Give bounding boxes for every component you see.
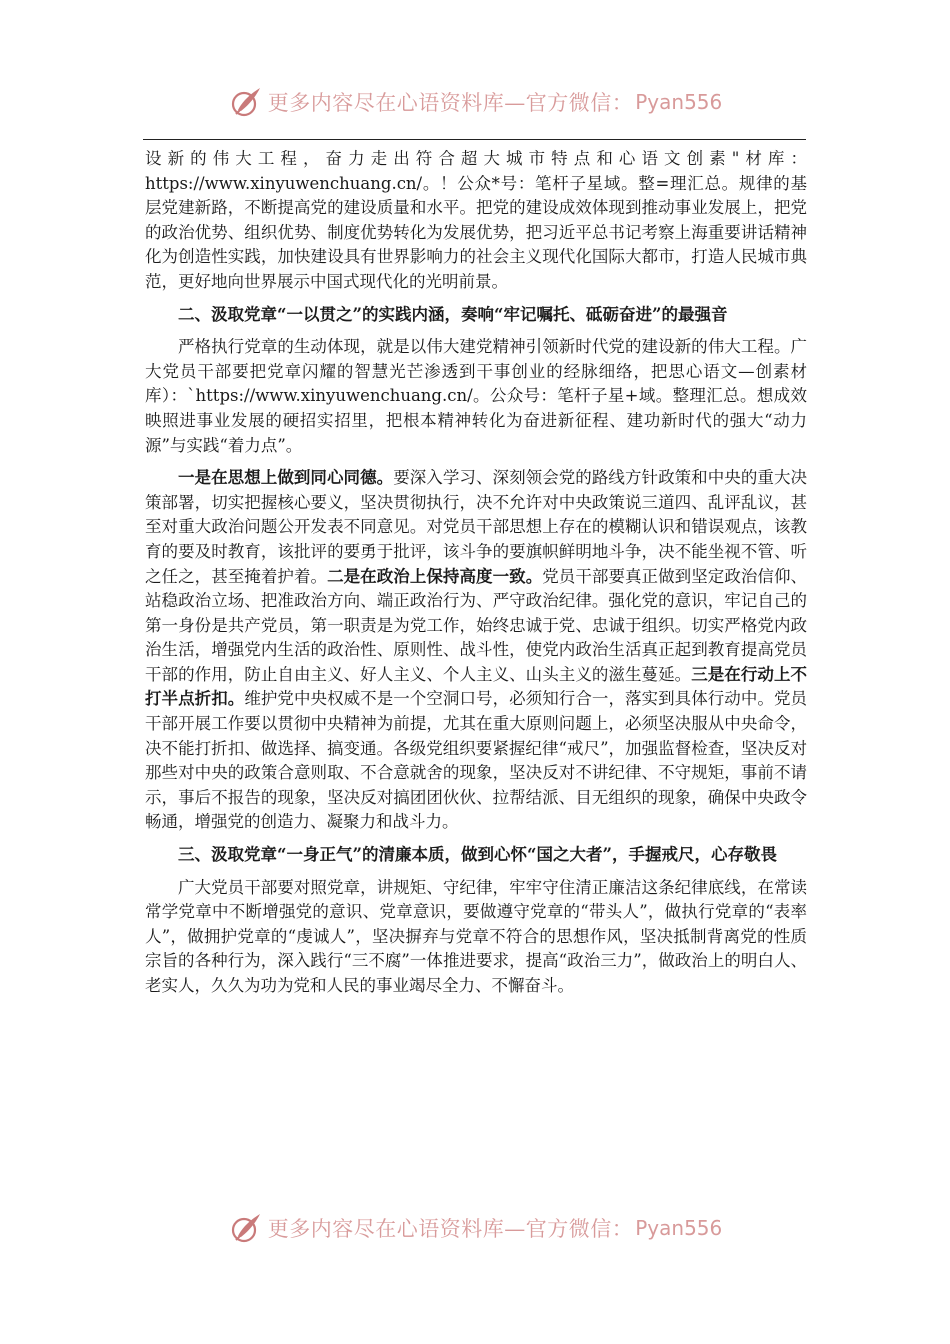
paragraph-3: [145, 466, 807, 835]
header-divider: [143, 139, 806, 140]
paragraph-4: 广大党员干部要对照党章，讲规矩、守纪律，牢牢守住清正廉洁这条纪律底线，在常读常学党章中不断增强党的意识、党章意识，要做遵守党章的“带头人”，做执行党章的“表率人”，做拥护党章的“虔诚人”，坚决摒弃与党章不符合的思想作风，坚决抵制背离党的性质宗旨的各种行为，深入践行“三不腐”一体推进要求，提高“政治三力”，做政治上的明白人、老实人，久久为功为党和人民的事业竭尽全力、不懈奋斗。: [145, 877, 807, 995]
footer-banner: [0, 1208, 950, 1248]
header-banner-contact: Pyan556: [635, 90, 723, 114]
point-3-text: 维护党中央权威不是一个空洞口号，必须知行合一，落实到具体行动中。党员干部开展工作要以贯彻中央精神为前提，尤其在重大原则问题上，必须坚决服从中央命令，决不能打折扣、做选择、搞变通。各级党组织要紧握纪律“戒尺”，加强监督检查，坚决反对那些对中央的政策合意则取、不合意就舍的现象，坚决反对不讲纪律、不守规矩，事前不请示，事后不报告的现象，坚决反对搞团团伙伙、拉帮结派、目无组织的现象，确保中央政令畅通，增强党的创造力、凝聚力和战斗力。: [145, 689, 808, 832]
point-2-text: 党员干部要真正做到坚定政治信仰、站稳政治立场、把准政治方向、端正政治行为、严守政治纪律。强化党的意识，牢记自己的第一身份是共产党员，第一职责是为党工作，始终忠诚于党、忠诚于组织。切实严格党内政治生活，增强党内生活的政治性、原则性、战斗性，使党内政治生活真正起到教育提高党员干部的作用，防止自由主义、好人主义、个人主义、山头主义的滋生蔓延。: [145, 566, 808, 684]
section-heading-2: 二、汲取党章“一以贯之”的实践内涵，奏响“牢记嘱托、砥砺奋进”的最强音: [178, 304, 728, 324]
paragraph-2: 严格执行党章的生动体现，就是以伟大建党精神引领新时代党的建设新的伟大工程。广大党员干部要把党章闪耀的智慧光芒渗透到干事创业的经脉细络，把思心语文—创素材库）：`https://www.xinyuwenchuang.cn/。公众号：笔杆子星+域。整理汇总。想成效映照进事业发展的硬招实招里，把根本精神转化为奋进新征程、建功新时代的强大“动力源”与实践“着力点”。: [145, 337, 807, 455]
header-banner-text: 更多内容尽在心语资料库—官方微信：: [267, 91, 634, 115]
footer-banner-contact: Pyan556: [635, 1216, 723, 1240]
quill-logo-icon: [228, 1210, 264, 1246]
point-3-heading: 三是在行动上不打半点折扣。: [145, 664, 808, 709]
document-body: [145, 147, 807, 999]
quill-logo-icon: [228, 84, 264, 120]
point-1-text: 要深入学习、深刻领会党的路线方针政策和中央的重大决策部署，切实把握核心要义，坚决贯彻执行，决不允许对中央政策说三道四、乱评乱议，甚至对重大政治问题公开发表不同意见。对党员干部思想上存在的模糊认识和错误观点，该教育的要及时教育，该批评的要勇于批评，该斗争的要旗帜鲜明地斗争，决不能坐视不管、听之任之，甚至掩着护着。: [145, 468, 808, 586]
footer-banner-text: 更多内容尽在心语资料库—官方微信：: [267, 1217, 634, 1241]
header-banner: [0, 82, 950, 122]
point-2-heading: 二是在政治上保持高度一致。: [327, 566, 543, 586]
point-1-heading: 一是在思想上做到同心同德。: [178, 468, 394, 488]
section-heading-3: 三、汲取党章“一身正气”的清廉本质，做到心怀“国之大者”，手握戒尺，心存敬畏: [178, 845, 777, 865]
paragraph-1: 设新的伟大工程，奋力走出符合超大城市特点和心语文创素"材库：https://www.xinyuwenchuang.cn/。！公众*号：笔杆子星域。整=理汇总。规律的基层党建新路，不断提高党的建设质量和水平。把党的建设成效体现到推动事业发展上，把党的政治优势、组织优势、制度优势转化为发展优势，把习近平总书记考察上海重要讲话精神化为创造性实践，加快建设具有世界影响力的社会主义现代化国际大都市，打造人民城市典范，更好地向世界展示中国式现代化的光明前景。: [145, 149, 807, 291]
